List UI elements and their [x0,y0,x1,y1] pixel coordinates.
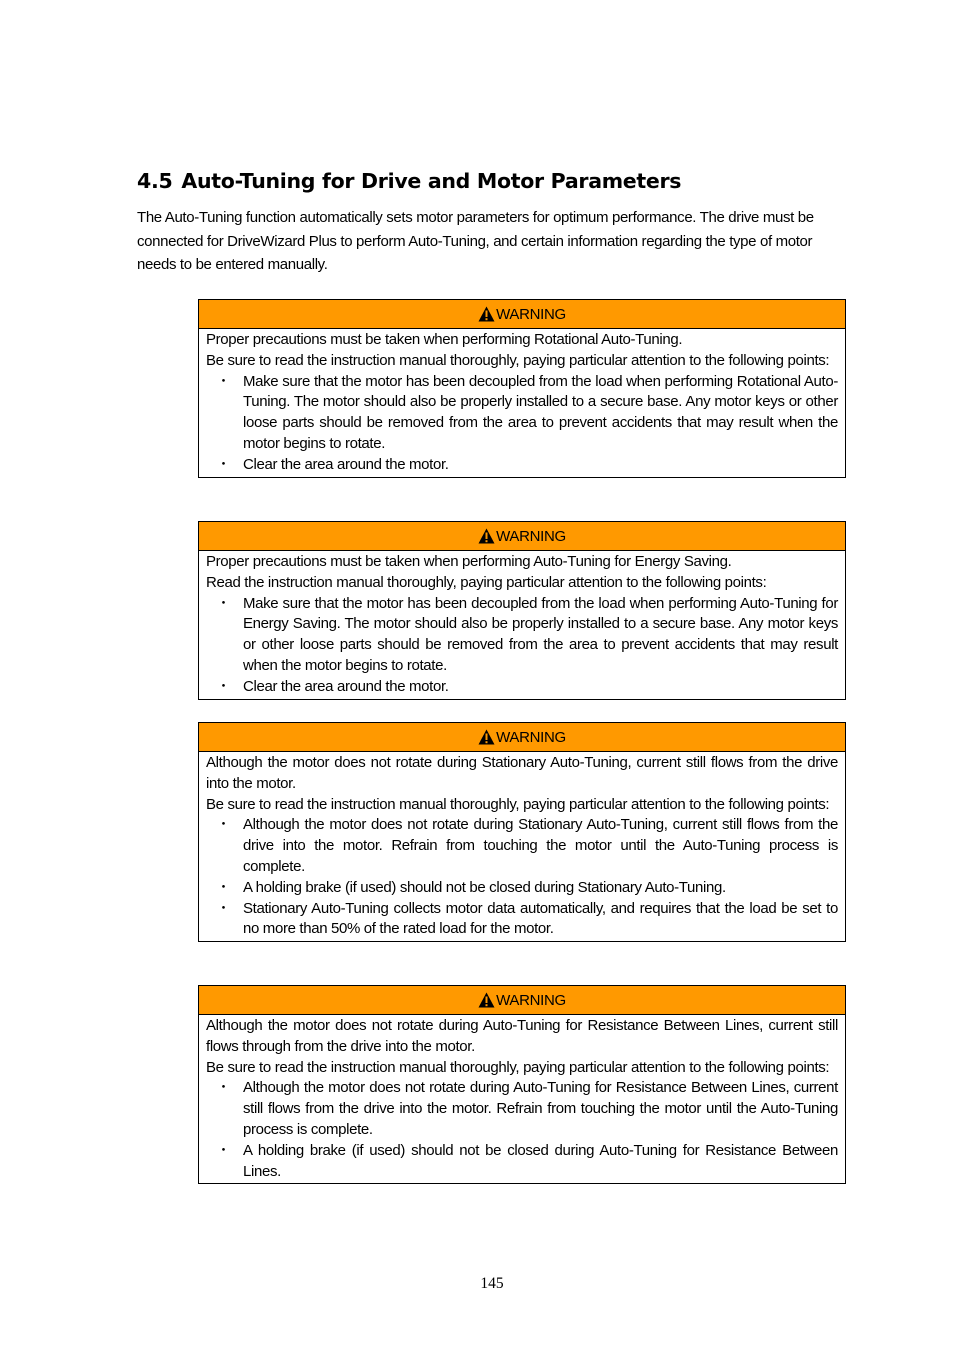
bullet-marker: ・ [216,372,231,390]
warning-body [199,329,845,477]
warning-header [199,723,845,752]
warning-bullet-list [206,372,838,476]
warning-text: Read the instruction manual thoroughly, paying particular attention to the following points: [206,573,767,591]
bullet-text: Make sure that the motor has been decoupled from the load when performing Auto-Tuning for Energy Saving. The motor should also be properly installed to a secure base. Any motor keys or other loose parts should be removed from the area to prevent accidents that may result when the motor begins to rotate. [243,594,838,674]
warning-triangle-icon [478,992,495,1008]
section-number: 4.5 [137,169,173,193]
section-heading [137,169,681,193]
warning-body [199,551,845,699]
warning-text: Proper precautions must be taken when performing Auto-Tuning for Energy Saving. [206,553,732,570]
list-item [206,899,838,941]
warning-text: Although the motor does not rotate during Stationary Auto-Tuning, current still flows from the drive into the motor. [206,754,838,792]
warning-box-energy-saving [198,521,846,700]
bullet-text: Clear the area around the motor. [243,677,449,695]
bullet-text: Although the motor does not rotate during Stationary Auto-Tuning, current still flows from the drive into the motor. Refrain from touching the motor until the Auto-Tuning process is complete. [243,816,838,875]
warning-triangle-icon [478,729,495,745]
bullet-text: Make sure that the motor has been decoupled from the load when performing Rotational Auto-Tuning. The motor should also be properly installed to a secure base. Any motor keys or other loose parts should be removed from the area to prevent accidents that may result when the motor begins to rotate. [243,372,838,452]
bullet-marker: ・ [216,1141,231,1159]
list-item [206,1078,838,1140]
warning-label: WARNING [496,527,566,545]
warning-header [199,986,845,1015]
list-item [206,815,838,877]
bullet-text: Although the motor does not rotate during Auto-Tuning for Resistance Between Lines, current still flows from the drive into the motor. Refrain from touching the motor until the Auto-Tuning process is complete. [243,1079,838,1138]
warning-text: Be sure to read the instruction manual thoroughly, paying particular attention to the following points: [206,795,830,813]
bullet-text: Clear the area around the motor. [243,455,449,473]
warning-triangle-icon [478,528,495,544]
section-title: Auto-Tuning for Drive and Motor Parameters [181,169,682,193]
list-item [206,455,838,476]
bullet-text: Stationary Auto-Tuning collects motor data automatically, and requires that the load be set to no more than 50% of the rated load for the motor. [243,899,838,938]
warning-box-stationary [198,722,846,942]
bullet-marker: ・ [216,677,231,695]
bullet-marker: ・ [216,455,231,473]
list-item [206,677,838,698]
bullet-text: A holding brake (if used) should not be closed during Stationary Auto-Tuning. [243,878,726,896]
warning-body [199,752,845,941]
bullet-marker: ・ [216,878,231,896]
warning-bullet-list [206,594,838,698]
intro-paragraph: The Auto-Tuning function automatically sets motor parameters for optimum performance. The drive must be connected for DriveWizard Plus to perform Auto-Tuning, and certain information regarding the type of motor needs to be entered manually. [137,209,814,274]
warning-box-rotational [198,299,846,478]
page-number: 145 [480,1275,504,1292]
list-item [206,1141,838,1183]
list-item [206,372,838,455]
warning-header [199,522,845,551]
bullet-marker: ・ [216,816,231,834]
warning-label: WARNING [496,991,566,1009]
bullet-marker: ・ [216,899,231,917]
warning-triangle-icon [478,306,495,322]
warning-bullet-list [206,1078,838,1182]
list-item [206,594,838,677]
warning-text: Although the motor does not rotate during Auto-Tuning for Resistance Between Lines, current still flows through from the drive into the motor. [206,1017,838,1055]
bullet-marker: ・ [216,1079,231,1097]
warning-bullet-list [206,815,838,940]
bullet-marker: ・ [216,594,231,612]
warning-label: WARNING [496,305,566,323]
warning-label: WARNING [496,728,566,746]
warning-body [199,1015,845,1183]
bullet-text: A holding brake (if used) should not be closed during Auto-Tuning for Resistance Between Lines. [243,1141,838,1180]
warning-header [199,300,845,329]
warning-text: Be sure to read the instruction manual thoroughly, paying particular attention to the following points: [206,351,830,369]
list-item [206,878,838,899]
warning-text: Proper precautions must be taken when performing Rotational Auto-Tuning. [206,331,683,348]
warning-box-resistance [198,985,846,1184]
warning-text: Be sure to read the instruction manual thoroughly, paying particular attention to the following points: [206,1058,830,1076]
